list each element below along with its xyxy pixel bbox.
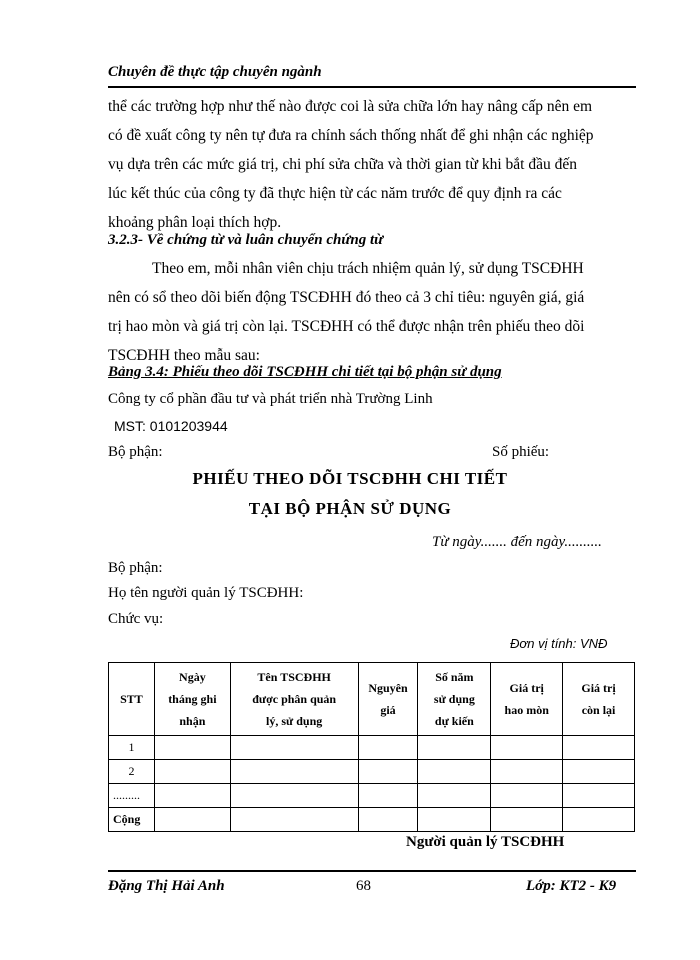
asset-tracking-table bbox=[108, 662, 635, 832]
field-position: Chức vụ: bbox=[108, 611, 164, 627]
field-department: Bộ phận: bbox=[108, 560, 163, 576]
col-header-depreciation: Giá trị hao mòn bbox=[491, 663, 563, 736]
row-number: 1 bbox=[109, 736, 155, 760]
section-heading: 3.2.3- Về chứng từ và luân chuyển chứng từ bbox=[108, 232, 384, 248]
company-name: Công ty cổ phần đầu tư và phát triển nhà Trường Linh bbox=[108, 391, 433, 407]
field-manager-name: Họ tên người quản lý TSCĐHH: bbox=[108, 585, 304, 601]
paragraph-2 bbox=[108, 254, 636, 370]
text-line: có đề xuất công ty nên tự đưa ra chính sách thống nhất để ghi nhận các nghiệp bbox=[108, 127, 594, 144]
unit-label: Đơn vị tính: VNĐ bbox=[510, 636, 608, 651]
text-line: TSCĐHH theo mẫu sau: bbox=[108, 347, 260, 364]
footer-class: Lớp: KT2 - K9 bbox=[526, 878, 617, 894]
page-number: 68 bbox=[356, 878, 371, 894]
footer-author: Đặng Thị Hải Anh bbox=[108, 878, 225, 894]
tax-code: MST: 0101203944 bbox=[114, 418, 228, 434]
form-title-line-2: TẠI BỘ PHẬN SỬ DỤNG bbox=[248, 499, 452, 518]
total-label: Cộng bbox=[109, 808, 155, 832]
table-row bbox=[109, 736, 635, 760]
text-line: khoảng phân loại thích hợp. bbox=[108, 214, 282, 231]
col-header-useful-life: Số năm sử dụng dự kiến bbox=[418, 663, 491, 736]
form-title-line-1: PHIẾU THEO DÕI TSCĐHH CHI TIẾT bbox=[192, 469, 508, 488]
text-line: thể các trường hợp như thế nào được coi là sửa chữa lớn hay nâng cấp nên em bbox=[108, 98, 593, 115]
table-header-row bbox=[109, 663, 635, 736]
paragraph-1 bbox=[108, 92, 636, 237]
text-line: nên có sổ theo dõi biến động TSCĐHH đó theo cả 3 chỉ tiêu: nguyên giá, giá bbox=[108, 289, 585, 306]
col-header-date: Ngày tháng ghi nhận bbox=[154, 663, 230, 736]
header-rule bbox=[108, 86, 636, 88]
table-row bbox=[109, 760, 635, 784]
date-range: Từ ngày....... đến ngày.......... bbox=[432, 534, 602, 550]
table-caption: Bảng 3.4: Phiếu theo dõi TSCĐHH chi tiết tại bộ phận sử dụng bbox=[108, 364, 502, 380]
col-header-stt: STT bbox=[109, 663, 155, 736]
text-line: lúc kết thúc của công ty đã thực hiện từ các năm trước để quy định ra các bbox=[108, 185, 562, 202]
text-line: vụ dựa trên các mức giá trị, chi phí sửa chữa và thời gian từ khi bắt đầu đến bbox=[108, 156, 577, 173]
col-header-original-cost: Nguyên giá bbox=[358, 663, 418, 736]
col-header-remaining-value: Giá trị còn lại bbox=[563, 663, 635, 736]
table-row bbox=[109, 784, 635, 808]
department-label: Bộ phận: bbox=[108, 444, 163, 460]
text-line: trị hao mòn và giá trị còn lại. TSCĐHH có thể được nhận trên phiếu theo dõi bbox=[108, 318, 585, 335]
voucher-number-label: Số phiếu: bbox=[492, 444, 550, 460]
signature-label: Người quản lý TSCĐHH bbox=[406, 834, 565, 850]
table-total-row bbox=[109, 808, 635, 832]
row-number: 2 bbox=[109, 760, 155, 784]
page-header-title: Chuyên đề thực tập chuyên ngành bbox=[108, 64, 322, 80]
col-header-asset-name: Tên TSCĐHH được phân quản lý, sử dụng bbox=[230, 663, 358, 736]
row-ellipsis: ......... bbox=[109, 784, 155, 808]
footer-rule bbox=[108, 870, 636, 872]
text-line: Theo em, mỗi nhân viên chịu trách nhiệm quản lý, sử dụng TSCĐHH bbox=[152, 260, 584, 277]
